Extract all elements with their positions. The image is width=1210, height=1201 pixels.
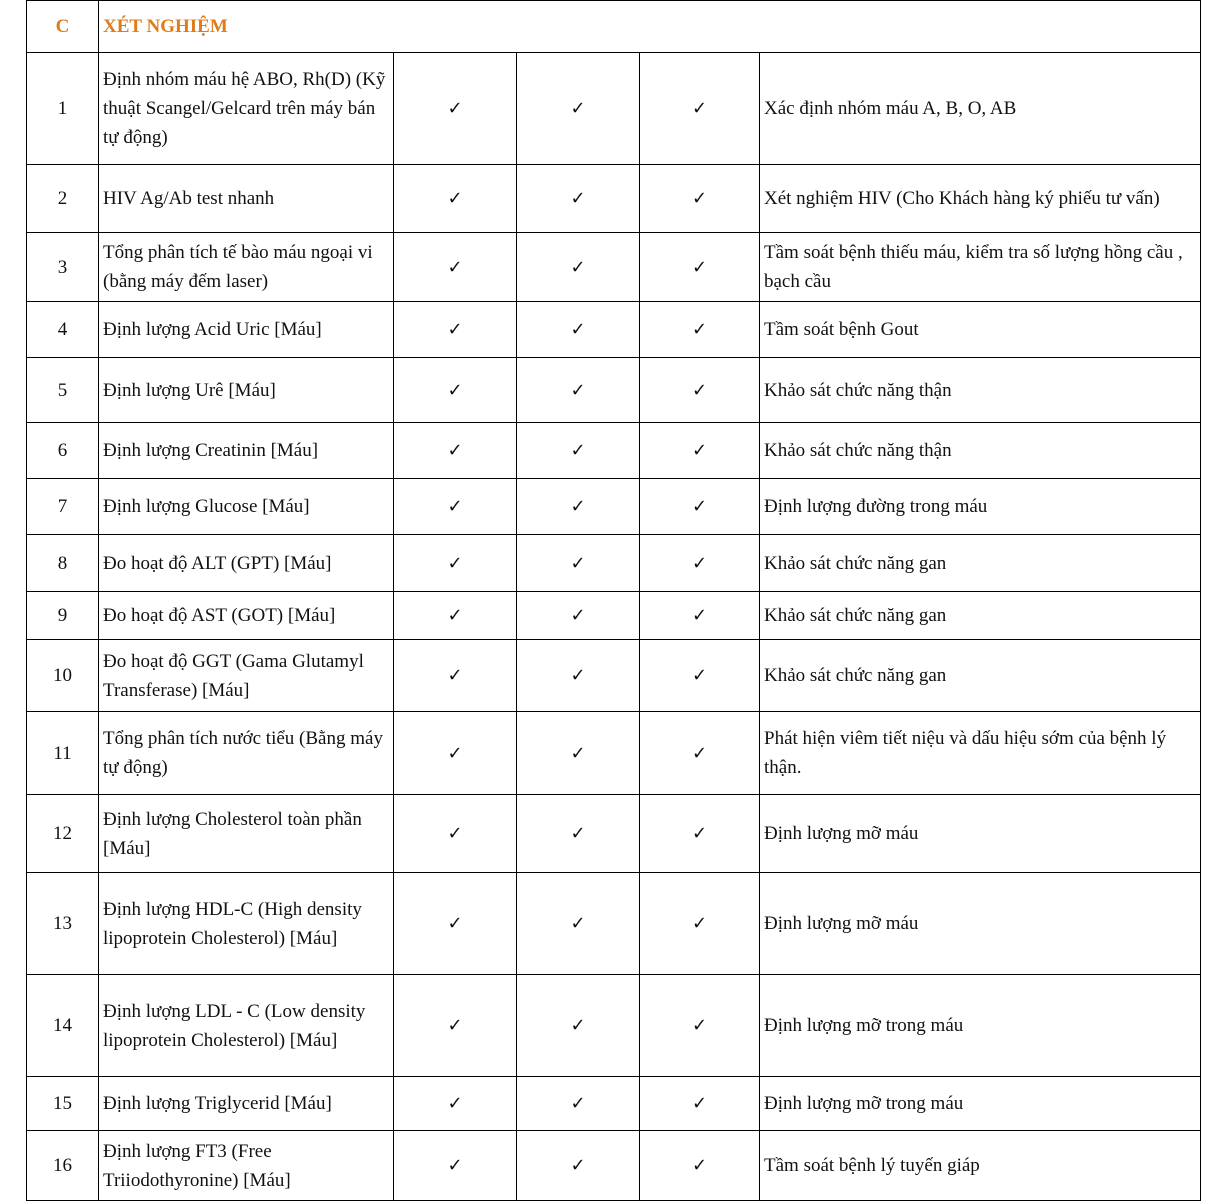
test-purpose: Định lượng mỡ máu	[760, 873, 1201, 975]
test-purpose: Xác định nhóm máu A, B, O, AB	[760, 53, 1201, 165]
check-mark-2: ✓	[517, 479, 640, 535]
test-purpose: Khảo sát chức năng gan	[760, 592, 1201, 640]
check-mark-3: ✓	[640, 640, 760, 712]
test-purpose: Định lượng đường trong máu	[760, 479, 1201, 535]
row-number: 1	[27, 53, 99, 165]
check-mark-3: ✓	[640, 358, 760, 423]
test-purpose: Định lượng mỡ máu	[760, 795, 1201, 873]
check-mark-2: ✓	[517, 233, 640, 302]
table-row	[27, 165, 1201, 233]
check-mark-2: ✓	[517, 975, 640, 1077]
check-mark-3: ✓	[640, 423, 760, 479]
check-mark-1: ✓	[394, 302, 517, 358]
row-number: 15	[27, 1077, 99, 1131]
test-name: Định lượng Urê [Máu]	[99, 358, 394, 423]
check-mark-2: ✓	[517, 1131, 640, 1201]
check-mark-2: ✓	[517, 423, 640, 479]
check-mark-2: ✓	[517, 592, 640, 640]
test-purpose: Tầm soát bệnh Gout	[760, 302, 1201, 358]
table-row	[27, 53, 1201, 165]
row-number: 12	[27, 795, 99, 873]
table-row	[27, 873, 1201, 975]
check-mark-1: ✓	[394, 53, 517, 165]
check-mark-3: ✓	[640, 233, 760, 302]
table-row	[27, 423, 1201, 479]
check-mark-3: ✓	[640, 592, 760, 640]
test-name: Đo hoạt độ GGT (Gama Glutamyl Transferase) [Máu]	[99, 640, 394, 712]
table-row	[27, 712, 1201, 795]
test-purpose: Khảo sát chức năng gan	[760, 640, 1201, 712]
row-number: 2	[27, 165, 99, 233]
test-name: HIV Ag/Ab test nhanh	[99, 165, 394, 233]
check-mark-1: ✓	[394, 479, 517, 535]
row-number: 7	[27, 479, 99, 535]
test-name: Định lượng HDL-C (High density lipoprotein Cholesterol) [Máu]	[99, 873, 394, 975]
check-mark-3: ✓	[640, 873, 760, 975]
check-mark-3: ✓	[640, 1077, 760, 1131]
test-name: Định lượng Acid Uric [Máu]	[99, 302, 394, 358]
check-mark-1: ✓	[394, 358, 517, 423]
section-code: C	[27, 1, 99, 53]
check-mark-3: ✓	[640, 795, 760, 873]
check-mark-2: ✓	[517, 640, 640, 712]
row-number: 4	[27, 302, 99, 358]
check-mark-3: ✓	[640, 975, 760, 1077]
check-mark-2: ✓	[517, 873, 640, 975]
check-mark-3: ✓	[640, 479, 760, 535]
check-mark-1: ✓	[394, 1077, 517, 1131]
table-row	[27, 358, 1201, 423]
check-mark-2: ✓	[517, 358, 640, 423]
check-mark-2: ✓	[517, 165, 640, 233]
check-mark-3: ✓	[640, 1131, 760, 1201]
check-mark-1: ✓	[394, 423, 517, 479]
check-mark-1: ✓	[394, 795, 517, 873]
check-mark-3: ✓	[640, 712, 760, 795]
test-name: Định lượng Glucose [Máu]	[99, 479, 394, 535]
test-name: Định lượng FT3 (Free Triiodothyronine) [Máu]	[99, 1131, 394, 1201]
row-number: 10	[27, 640, 99, 712]
check-mark-1: ✓	[394, 712, 517, 795]
test-name: Định lượng Triglycerid [Máu]	[99, 1077, 394, 1131]
test-name: Định lượng Cholesterol toàn phần [Máu]	[99, 795, 394, 873]
check-mark-1: ✓	[394, 233, 517, 302]
test-name: Định nhóm máu hệ ABO, Rh(D) (Kỹ thuật Scangel/Gelcard trên máy bán tự động)	[99, 53, 394, 165]
test-name: Tổng phân tích tế bào máu ngoại vi (bằng máy đếm laser)	[99, 233, 394, 302]
check-mark-1: ✓	[394, 640, 517, 712]
check-mark-1: ✓	[394, 592, 517, 640]
test-purpose: Định lượng mỡ trong máu	[760, 975, 1201, 1077]
table-row	[27, 592, 1201, 640]
check-mark-2: ✓	[517, 535, 640, 592]
test-name: Đo hoạt độ ALT (GPT) [Máu]	[99, 535, 394, 592]
test-purpose: Tầm soát bệnh thiếu máu, kiểm tra số lượng hồng cầu , bạch cầu	[760, 233, 1201, 302]
check-mark-3: ✓	[640, 535, 760, 592]
test-purpose: Phát hiện viêm tiết niệu và dấu hiệu sớm của bệnh lý thận.	[760, 712, 1201, 795]
test-name: Tổng phân tích nước tiểu (Bằng máy tự động)	[99, 712, 394, 795]
check-mark-2: ✓	[517, 302, 640, 358]
test-purpose: Tầm soát bệnh lý tuyến giáp	[760, 1131, 1201, 1201]
table-row	[27, 1131, 1201, 1201]
row-number: 16	[27, 1131, 99, 1201]
check-mark-2: ✓	[517, 1077, 640, 1131]
table-row	[27, 302, 1201, 358]
check-mark-3: ✓	[640, 53, 760, 165]
check-mark-2: ✓	[517, 795, 640, 873]
test-purpose: Khảo sát chức năng thận	[760, 358, 1201, 423]
test-purpose: Khảo sát chức năng thận	[760, 423, 1201, 479]
section-title: XÉT NGHIỆM	[99, 1, 1201, 53]
section-header-row	[27, 1, 1201, 53]
table-row	[27, 535, 1201, 592]
table-row	[27, 479, 1201, 535]
check-mark-1: ✓	[394, 975, 517, 1077]
row-number: 9	[27, 592, 99, 640]
test-purpose: Xét nghiệm HIV (Cho Khách hàng ký phiếu tư vấn)	[760, 165, 1201, 233]
test-name: Định lượng LDL - C (Low density lipoprotein Cholesterol) [Máu]	[99, 975, 394, 1077]
row-number: 13	[27, 873, 99, 975]
row-number: 11	[27, 712, 99, 795]
table-row	[27, 975, 1201, 1077]
row-number: 6	[27, 423, 99, 479]
test-name: Định lượng Creatinin [Máu]	[99, 423, 394, 479]
table-row	[27, 640, 1201, 712]
test-purpose: Định lượng mỡ trong máu	[760, 1077, 1201, 1131]
check-mark-1: ✓	[394, 873, 517, 975]
check-mark-3: ✓	[640, 302, 760, 358]
check-mark-1: ✓	[394, 165, 517, 233]
check-mark-3: ✓	[640, 165, 760, 233]
row-number: 5	[27, 358, 99, 423]
row-number: 3	[27, 233, 99, 302]
table-row	[27, 233, 1201, 302]
table-row	[27, 795, 1201, 873]
table-row	[27, 1077, 1201, 1131]
check-mark-1: ✓	[394, 1131, 517, 1201]
exam-table	[26, 0, 1201, 1201]
row-number: 14	[27, 975, 99, 1077]
check-mark-1: ✓	[394, 535, 517, 592]
test-purpose: Khảo sát chức năng gan	[760, 535, 1201, 592]
check-mark-2: ✓	[517, 53, 640, 165]
test-name: Đo hoạt độ AST (GOT) [Máu]	[99, 592, 394, 640]
row-number: 8	[27, 535, 99, 592]
check-mark-2: ✓	[517, 712, 640, 795]
